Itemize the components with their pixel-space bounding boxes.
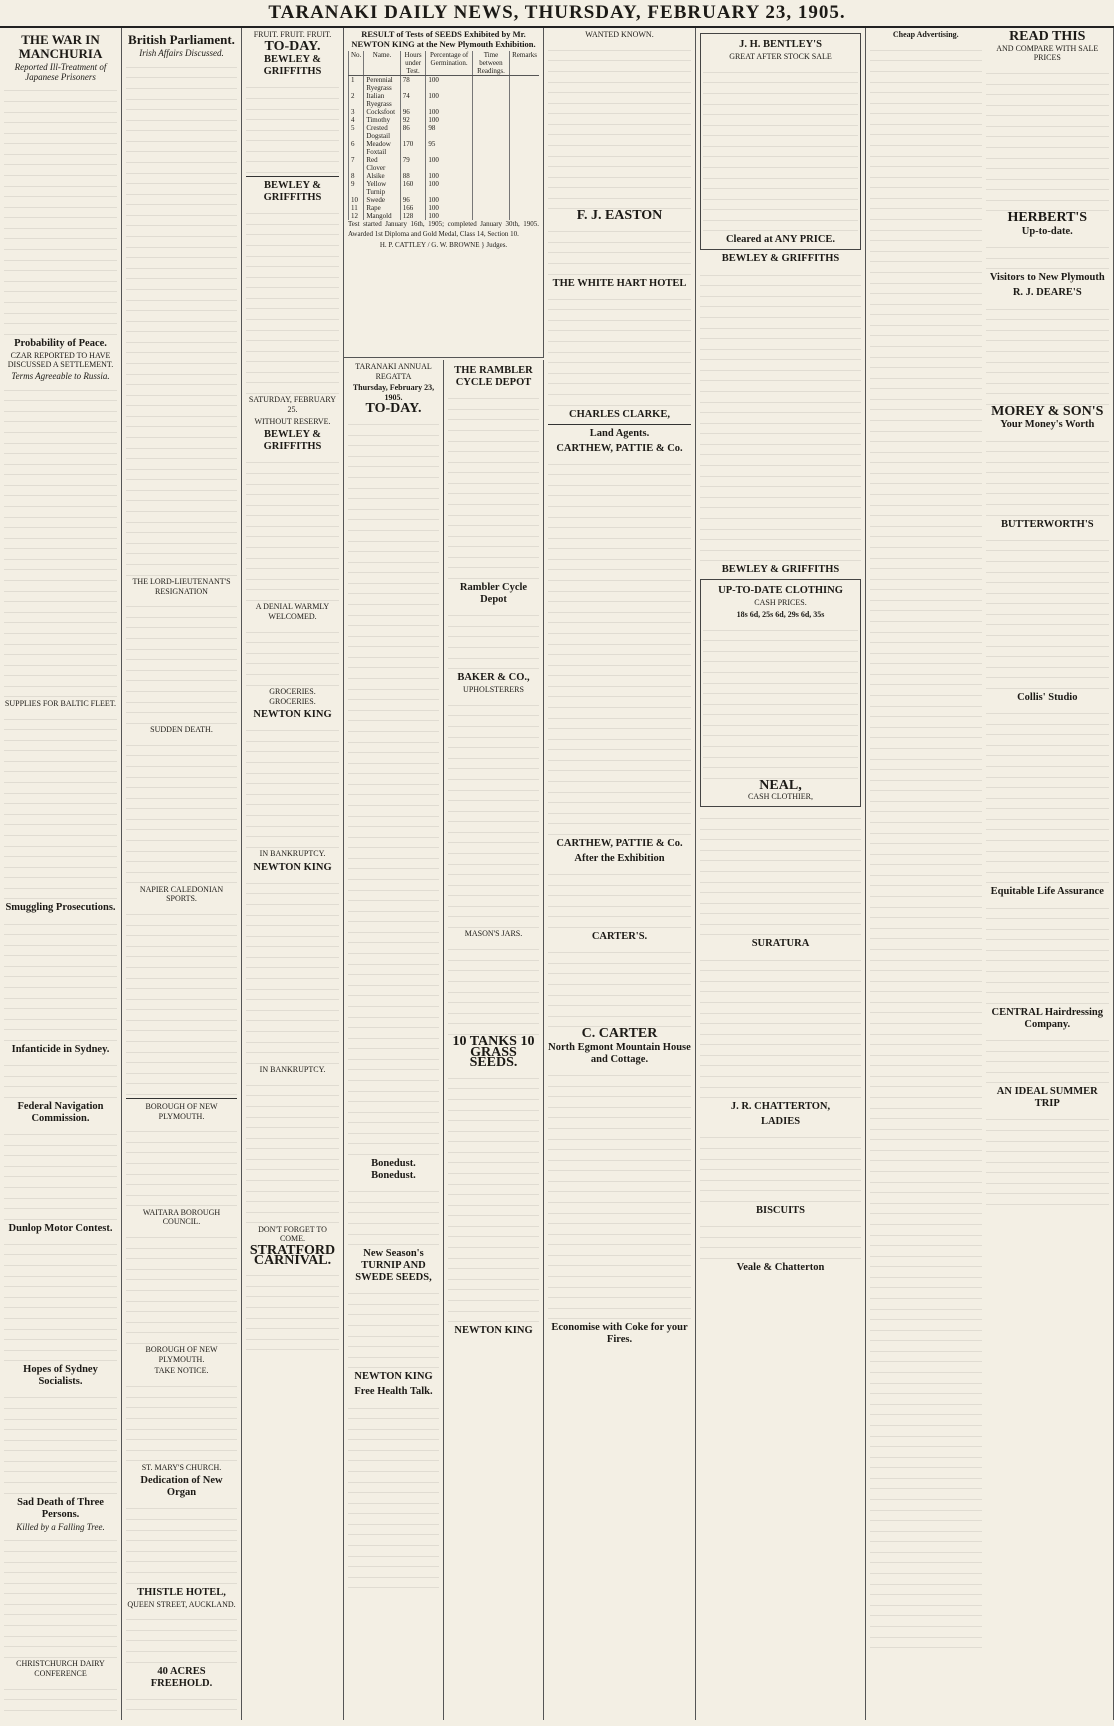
column-6 (544, 28, 696, 1720)
ad-title: THE WHITE HART HOTEL (552, 277, 687, 289)
ad-body (246, 1267, 339, 1350)
table-cell: 2 (349, 92, 364, 108)
ad-title: R. J. DEARE'S (1012, 287, 1082, 299)
table-cell: 96 (400, 108, 426, 116)
table-cell (472, 116, 509, 124)
headline: Sad Death of Three Persons. (17, 1496, 104, 1520)
notice-subhead: TAKE NOTICE. (154, 1366, 209, 1376)
ad-body (548, 1067, 691, 1319)
table-cell: 100 (426, 196, 472, 204)
table-row (349, 196, 540, 204)
ad-box (700, 579, 861, 807)
table-cell (472, 124, 509, 140)
table-cell: Perennial Ryegrass (364, 76, 400, 93)
ad-subtitle: UPHOLSTERERS (463, 685, 524, 695)
table-cell: 1 (349, 76, 364, 93)
headline: Probability of Peace. (14, 337, 107, 349)
ad-title: F. J. EASTON (576, 208, 663, 224)
ad-title: MOREY & SON'S (991, 403, 1104, 419)
article-body (4, 1126, 117, 1220)
subhead: Killed by a Falling Tree. (16, 1521, 105, 1532)
ad-title: J. R. CHATTERTON, (730, 1101, 831, 1113)
divider (548, 424, 691, 425)
table-cell: 7 (349, 156, 364, 172)
table-cell: 100 (426, 76, 472, 93)
ad-body (246, 79, 339, 173)
notice-title: Dedication of New Organ (140, 1475, 223, 1499)
ad-body (986, 532, 1109, 689)
ad-title: J. H. BENTLEY'S (739, 39, 822, 50)
ad-strap: DON'T FORGET TO COME. (258, 1224, 327, 1244)
ad-body (986, 705, 1109, 883)
ad-body (448, 697, 539, 928)
notice-body (126, 1378, 237, 1461)
subhead: SUDDEN DEATH. (150, 725, 213, 735)
ad-body (548, 223, 691, 275)
ad-title: Veale & Chatterton (736, 1261, 825, 1273)
table-cell: Swede (364, 196, 400, 204)
table-cell: 96 (400, 196, 426, 204)
table-row (349, 116, 540, 124)
notice-heading: BOROUGH OF NEW PLYMOUTH. (145, 1345, 218, 1364)
ad-title: Collis' Studio (1017, 691, 1078, 703)
table-cell (472, 180, 509, 196)
ad-subtitle: AND COMPARE WITH SALE PRICES (996, 43, 1099, 63)
table-cell: 100 (426, 116, 472, 124)
table-cell: 100 (426, 204, 472, 212)
ad-body (348, 416, 439, 1155)
table-cell: 79 (400, 156, 426, 172)
table-row (349, 140, 540, 156)
ad-title: New Season's TURNIP AND SWEDE SEEDS, (355, 1248, 432, 1284)
table-cell: 11 (349, 204, 364, 212)
notice-body (126, 1123, 237, 1206)
ad-subtitle: QUEEN STREET, AUCKLAND. (127, 1599, 236, 1609)
table-cell (472, 140, 509, 156)
table-cell: Red Clover (364, 156, 400, 172)
ad-body (700, 1218, 861, 1259)
column-5 (444, 360, 544, 1720)
subhead: CHRISTCHURCH DAIRY CONFERENCE (16, 1659, 105, 1678)
ad-title: STRATFORD CARNIVAL. (249, 1242, 336, 1268)
ad-title: Up-to-date. (1021, 226, 1073, 238)
ad-title: SURATURA (751, 938, 810, 950)
table-cell (510, 180, 539, 196)
table-cell: Italian Ryegrass (364, 92, 400, 108)
table-cell (510, 124, 539, 140)
ad-title: HERBERT'S (1007, 210, 1088, 226)
ad-body (703, 64, 858, 232)
table-cell (510, 212, 539, 220)
classified-body (870, 42, 982, 1648)
table-cell (510, 108, 539, 116)
table-row (349, 204, 540, 212)
ad-title: NEAL, (759, 777, 802, 793)
headline: Hopes of Sydney Socialists. (23, 1364, 98, 1388)
table-cell: 6 (349, 140, 364, 156)
table-header: Hours under Test. (400, 51, 426, 76)
column-1 (0, 28, 122, 1720)
table-row (349, 156, 540, 172)
table-cell: 100 (426, 212, 472, 220)
ad-body (246, 722, 339, 848)
table-cell (510, 172, 539, 180)
ad-title: Your Money's Worth (1000, 419, 1095, 431)
ad-strap: IN BANKRUPTCY. (259, 849, 326, 859)
subhead: NAPIER CALEDONIAN SPORTS. (139, 884, 224, 904)
subhead: A DENIAL WARMLY WELCOMED. (255, 602, 330, 621)
table-cell: 166 (400, 204, 426, 212)
subhead: Irish Affairs Discussed. (139, 48, 224, 58)
ad-body (548, 42, 691, 210)
article-body (126, 737, 237, 884)
column-4 (344, 360, 444, 1720)
table-row (349, 76, 540, 93)
ad-body (448, 607, 539, 669)
column-7 (696, 28, 866, 1720)
ad-title: GRASS SEEDS. (469, 1045, 518, 1070)
table-cell (510, 116, 539, 124)
ad-title: C. CARTER (581, 1026, 658, 1042)
subhead: Reported Ill-Treatment of Japanese Prisoners (14, 62, 107, 82)
ad-title: BEWLEY & GRIFFITHS (263, 429, 322, 453)
ad-body (700, 810, 861, 936)
table-cell (472, 76, 509, 93)
table-cell: Timothy (364, 116, 400, 124)
table-cell: 100 (426, 172, 472, 180)
table-cell (472, 156, 509, 172)
headline: British Parliament. (128, 32, 235, 47)
divider (126, 1098, 237, 1099)
table-row (349, 108, 540, 116)
article-body (4, 1532, 117, 1658)
table-header: Time between Readings. (472, 51, 509, 76)
table-cell (472, 92, 509, 108)
ad-body (246, 454, 339, 601)
ad-body (348, 1183, 439, 1245)
article-body (4, 381, 117, 697)
ad-box (700, 33, 861, 250)
ad-title: TO-DAY. (264, 38, 321, 54)
display-ads (986, 30, 1109, 1649)
ad-title: Bonedust. Bonedust. (371, 1158, 416, 1182)
table-cell: 100 (426, 180, 472, 196)
ad-subtitle: GREAT AFTER STOCK SALE (729, 52, 832, 61)
ad-title: AN IDEAL SUMMER TRIP (996, 1086, 1098, 1110)
ad-title: Rambler Cycle Depot (459, 582, 528, 606)
table-cell: Mangold (364, 212, 400, 220)
ad-body (986, 300, 1109, 404)
ad-title: NEWTON KING (354, 1371, 433, 1383)
table-cell: 78 (400, 76, 426, 93)
ad-strap: TARANAKI ANNUAL REGATTA (355, 362, 432, 381)
ad-body (246, 875, 339, 1064)
ad-body (986, 1032, 1109, 1084)
table-cell: 10 (349, 196, 364, 204)
ad-body (448, 390, 539, 579)
ad-title: Economise with Coke for your Fires. (551, 1322, 688, 1346)
table-cell: Crested Dogstail (364, 124, 400, 140)
ad-title: CENTRAL Hairdressing Company. (991, 1006, 1104, 1030)
ad-title: After the Exhibition (574, 852, 665, 864)
headline: Smuggling Prosecutions. (5, 902, 116, 914)
ad-body (700, 951, 861, 1098)
ad-body (986, 432, 1109, 515)
notice-body (126, 1229, 237, 1344)
column-8 (866, 28, 1114, 1720)
table-cell (472, 212, 509, 220)
ad-title: UP-TO-DATE CLOTHING (718, 585, 843, 597)
table-cell (472, 196, 509, 204)
masthead-title: TARANAKI DAILY NEWS, THURSDAY, FEBRUARY 23, 1905. (268, 2, 846, 23)
table-cell: 3 (349, 108, 364, 116)
table-row (349, 212, 540, 220)
ad-strap: GROCERIES. GROCERIES. (269, 686, 316, 706)
ad-body (700, 1129, 861, 1202)
ad-body (548, 456, 691, 835)
subhead: CZAR REPORTED TO HAVE DISCUSSED A SETTLEMENT. (7, 350, 114, 370)
table-cell: 170 (400, 140, 426, 156)
article-body (4, 710, 117, 899)
table-row (349, 124, 540, 140)
article-body (246, 623, 339, 685)
ad-title: Free Health Talk. (354, 1386, 433, 1398)
ad-body (548, 291, 691, 406)
table-cell: 100 (426, 92, 472, 108)
ad-title: CARTHEW, PATTIE & Co. (556, 837, 683, 849)
notice-heading: BOROUGH OF NEW PLYMOUTH. (145, 1101, 218, 1121)
table-cell: 100 (426, 156, 472, 172)
ad-body (548, 944, 691, 1027)
ad-title: Land Agents. (589, 427, 650, 439)
table-cell: 98 (426, 124, 472, 140)
table-cell: 5 (349, 124, 364, 140)
table-cell: 9 (349, 180, 364, 196)
seed-results-title: RESULT of Tests of SEEDS Exhibited by Mr. NEWTON KING at the New Plymouth Exhibition. (351, 29, 536, 49)
table-cell: 92 (400, 116, 426, 124)
subhead: SUPPLIES FOR BALTIC FLEET. (4, 698, 117, 708)
ad-date: SATURDAY, FEBRUARY 25. (248, 395, 337, 414)
table-cell (510, 196, 539, 204)
ad-title: CHARLES CLARKE, (569, 408, 670, 420)
ad-title: LADIES (760, 1116, 801, 1128)
ad-body (700, 266, 861, 561)
ad-title: CARTER'S. (591, 931, 648, 943)
table-cell (472, 108, 509, 116)
ad-subtitle: CASH CLOTHIER, (748, 792, 813, 802)
notice-heading: ST. MARY'S CHURCH. (141, 1462, 222, 1472)
ad-body (246, 205, 339, 394)
table-row (349, 172, 540, 180)
table-header: Percentage of Germination. (426, 51, 472, 76)
ad-title: CARTHEW, PATTIE & Co. (556, 442, 683, 454)
table-cell (472, 204, 509, 212)
column-3 (242, 28, 344, 1720)
ad-body (126, 1611, 237, 1663)
ad-body (246, 1077, 339, 1224)
ad-body (986, 239, 1109, 269)
ad-title: BISCUITS (755, 1204, 806, 1216)
table-cell: 128 (400, 212, 426, 220)
ad-title: BAKER & CO., (457, 672, 530, 684)
table-cell: 95 (426, 140, 472, 156)
subhead: THE LORD-LIEUTENANT'S RESIGNATION (132, 576, 231, 596)
column-8-split (870, 30, 1109, 1649)
table-cell: 8 (349, 172, 364, 180)
table-cell: 74 (400, 92, 426, 108)
notice-heading: WAITARA BOROUGH COUNCIL. (142, 1207, 221, 1227)
article-body (126, 59, 237, 576)
ad-title: NEWTON KING (454, 1325, 533, 1337)
table-cell: Yellow Turnip (364, 180, 400, 196)
table-cell: 160 (400, 180, 426, 196)
table-cell (510, 140, 539, 156)
table-cell: 100 (426, 108, 472, 116)
table-header: Remarks (510, 51, 539, 76)
subhead: Terms Agreeable to Russia. (11, 370, 110, 381)
seed-results-footer: Test started January 16th, 1905; completed January 30th, 1905. Awarded 1st Diploma and Gold Medal, Class 14, Section 10. (348, 220, 539, 238)
ad-body (348, 1399, 439, 1588)
ad-title: TO-DAY. (365, 401, 422, 417)
ad-title: BEWLEY & GRIFFITHS (721, 564, 840, 576)
divider (246, 176, 339, 177)
ad-body (126, 1691, 237, 1720)
ad-body (448, 941, 539, 1035)
article-body (4, 82, 117, 334)
ad-body (986, 1111, 1109, 1205)
notice-body (126, 1500, 237, 1583)
ad-date: Thursday, February 23, 1905. (352, 383, 435, 402)
ad-title: NEWTON KING (253, 861, 332, 873)
ad-title: Visitors to New Plymouth (989, 272, 1105, 284)
table-cell (472, 172, 509, 180)
article-body (126, 598, 237, 724)
table-cell: 86 (400, 124, 426, 140)
ad-title: BEWLEY & GRIFFITHS (721, 253, 840, 265)
ad-title: BEWLEY & GRIFFITHS (263, 54, 322, 78)
table-cell: 12 (349, 212, 364, 220)
ad-body (986, 899, 1109, 1003)
ad-title: Equitable Life Assurance (990, 886, 1104, 898)
ad-body (548, 866, 691, 928)
ad-title: NEWTON KING (253, 709, 332, 721)
table-cell: 88 (400, 172, 426, 180)
column-2 (122, 28, 242, 1720)
ad-body (986, 65, 1109, 212)
table-cell (510, 92, 539, 108)
ad-strap: Cheap Advertising. (892, 30, 959, 39)
article-body (4, 1236, 117, 1362)
headline: THE WAR IN MANCHURIA (18, 32, 103, 61)
ad-body (703, 621, 858, 778)
headline: Dunlop Motor Contest. (8, 1222, 113, 1234)
table-header: Name. (364, 51, 400, 76)
ad-strap: WITHOUT RESERVE. (254, 416, 331, 426)
table-cell: 4 (349, 116, 364, 124)
ad-body (448, 1070, 539, 1322)
table-cell: Alsike (364, 172, 400, 180)
ad-body (348, 1285, 439, 1368)
article-body (4, 1057, 117, 1098)
ad-strap: FRUIT. FRUIT. FRUIT. (253, 30, 332, 39)
ad-title: BEWLEY & GRIFFITHS (263, 180, 322, 203)
seed-results-table (348, 51, 539, 220)
ad-title: 10 TANKS 10 (452, 1033, 535, 1049)
article-body (126, 906, 237, 1095)
table-cell: Rape (364, 204, 400, 212)
classifieds (870, 30, 982, 1649)
headline: Infanticide in Sydney. (11, 1043, 110, 1055)
table-cell: Meadow Foxtail (364, 140, 400, 156)
ad-subtitle: CASH PRICES. (754, 598, 807, 608)
ad-strap: WANTED KNOWN. (585, 30, 654, 39)
table-cell (510, 156, 539, 172)
ad-title: North Egmont Mountain House and Cottage. (548, 1041, 691, 1065)
ad-title: READ THIS (1009, 29, 1086, 44)
ad-title: Cleared at ANY PRICE. (725, 234, 836, 246)
seed-results-box (344, 28, 544, 358)
ad-strap: MASON'S JARS. (464, 929, 523, 939)
ad-title: BUTTERWORTH'S (1000, 518, 1094, 530)
ad-title: 40 ACRES FREEHOLD. (150, 1665, 213, 1689)
ad-strap: IN BANKRUPTCY. (259, 1065, 326, 1075)
table-cell (510, 204, 539, 212)
table-cell: Cocksfoot (364, 108, 400, 116)
table-row (349, 92, 540, 108)
masthead (0, 0, 1114, 28)
article-body (4, 1680, 117, 1720)
table-row (349, 180, 540, 196)
article-body (4, 915, 117, 1041)
ad-title: THE RAMBLER CYCLE DEPOT (454, 365, 533, 388)
table-cell (510, 76, 539, 93)
seed-results-signed: H. P. CATTLEY / G. W. BROWNE } Judges. (379, 241, 508, 250)
ad-prices: 18s 6d, 25s 6d, 29s 6d, 35s (736, 609, 825, 619)
headline: Federal Navigation Commission. (17, 1100, 104, 1124)
table-header: No. (349, 51, 364, 76)
article-body (4, 1389, 117, 1493)
ad-title: THISTLE HOTEL, (137, 1586, 226, 1598)
